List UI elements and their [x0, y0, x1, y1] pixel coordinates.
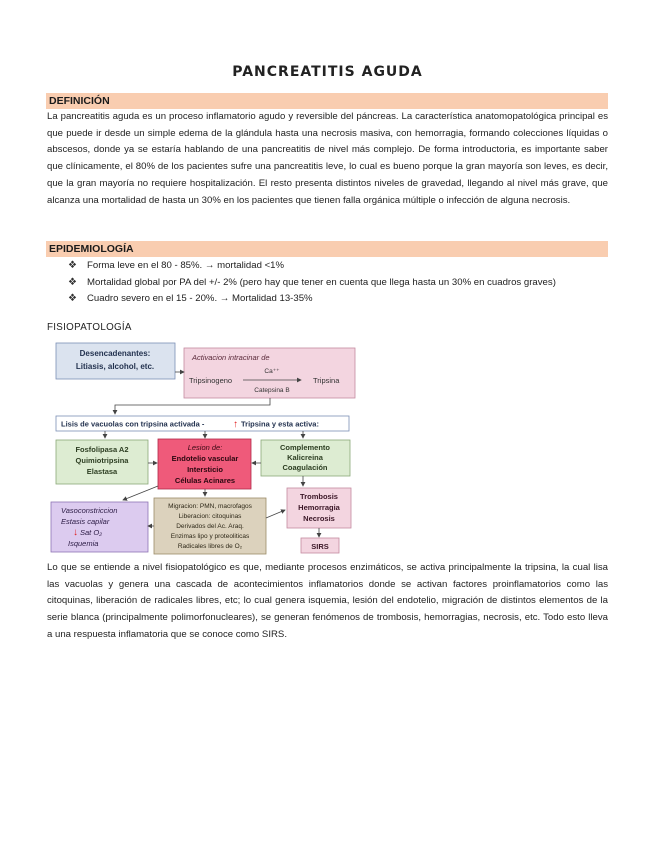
list-item	[68, 291, 613, 308]
vaso-line-1: Vasoconstriccion	[61, 506, 118, 515]
complemento-line: Complemento	[279, 443, 331, 452]
hemorragia-line: Hemorragia	[298, 503, 340, 512]
connector-arrow	[115, 398, 270, 414]
vaso-line-2: Estasis capilar	[61, 517, 110, 526]
elastasa-line: Elastasa	[86, 467, 118, 476]
lisis-text-a: Lisis de vacuolas con tripsina activada -	[61, 419, 205, 429]
epidemiologia-heading: EPIDEMIOLOGÍA	[46, 241, 608, 257]
desencadenantes-causes: Litiasis, alcohol, etc.	[75, 362, 155, 371]
quimiotripsina-line: Quimiotripsina	[75, 456, 129, 465]
necrosis-line: Necrosis	[303, 514, 335, 523]
tripsina-label: Tripsina	[313, 376, 340, 385]
diamond-bullet-icon: ❖	[68, 293, 77, 304]
migracion-line: Migracion: PMN, macrofagos	[168, 503, 252, 510]
lisis-text-b: Tripsina y esta activa:	[241, 419, 319, 429]
list-item-text: Cuadro severo en el 15 - 20%. → Mortalidad 13-35%	[87, 293, 313, 304]
lesion-intersticio: Intersticio	[187, 465, 223, 474]
sirs-label: SIRS	[311, 542, 329, 551]
coagulacion-line: Coagulación	[282, 463, 328, 472]
radicales-line: Radicales libres de O₂	[177, 543, 243, 550]
list-item-text: Forma leve en el 80 - 85%. → mortalidad <1%	[87, 260, 285, 271]
kalicreina-line: Kalicreina	[287, 453, 323, 462]
liberacion-line: Liberacion: citoquinas	[178, 513, 242, 520]
connector-arrow	[266, 510, 285, 518]
vaso-line-3: Sat O₂	[80, 528, 103, 537]
derivados-line: Derivados del Ac. Araq.	[176, 523, 244, 530]
definicion-text: La pancreatitis aguda es un proceso inflamatorio agudo y reversible del páncreas. La característica anatomopatológica principal es que puede ir desde un simple edema de la glándula hasta una necrosis masiva, con hemorragia, formando colecciones líquidas o abscesos, donde ya se estaría hablando de una pancreatitis de nivel más complejo. De forma introductoria, es importante saber que clínicamente, el 80% de los pacientes sufre una pancreatitis leve, lo cual es bueno porque la gran mayoría son leves, es decir, que la gran mayoría no requiere hospitalización. El resto presenta distintos niveles de gravedad, llegando al nivel más grave, que alcanza una mortalidad de hasta un 30% en los pacientes que tienen falla orgánica múltiple o infección de alguna necrosis.	[47, 111, 608, 206]
page-title: PANCREATITIS AGUDA	[232, 64, 423, 80]
fisiopatologia-label: FISIOPATOLOGÍA	[47, 322, 132, 333]
epidemiologia-list	[68, 258, 613, 308]
vaso-line-4: Isquemia	[68, 539, 99, 548]
tripsinogeno-label: Tripsinogeno	[189, 376, 233, 385]
lesion-endotelio: Endotelio vascular	[171, 454, 239, 463]
list-item	[68, 275, 613, 292]
connector-arrow	[123, 486, 158, 500]
up-arrow-icon: ↑	[233, 419, 238, 430]
desencadenantes-title: Desencadenantes:	[79, 349, 151, 358]
fisiopatologia-text: Lo que se entiende a nivel fisiopatológico es que, mediante procesos enzimáticos, se activa principalmente la tripsina, la cual lisa las vacuolas y genera una cascada de acontecimientos inflamatorios donde se activan factores proinflamatorios como las citoquinas, liberación de radicales libres, etc; lo cual genera isquemia, lesión del endotelio, migración de distintos elementos de la serie blanca (principalmente polimorfonucleares), se generan fenómenos de trombosis, hemorragias, necrosis, etc. Todo esto lleva a una respuesta inflamatoria que se conoce como SIRS.	[47, 562, 608, 640]
definicion-heading: DEFINICIÓN	[46, 93, 608, 109]
trombosis-line: Trombosis	[300, 492, 338, 501]
fosfolipasa-line: Fosfolipasa A2	[75, 445, 129, 454]
down-arrow-icon: ↓	[73, 527, 78, 538]
list-item	[68, 258, 613, 275]
calcium-label: Ca⁺⁺	[264, 368, 280, 375]
fisiopatologia-diagram	[45, 338, 360, 556]
enzimas-line: Enzimas lipo y proteoliticas	[170, 533, 250, 540]
activacion-title: Activacion intracinar de	[192, 353, 270, 362]
diamond-bullet-icon: ❖	[68, 276, 77, 288]
diamond-bullet-icon: ❖	[68, 260, 77, 271]
catepsina-label: Catepsina B	[254, 387, 290, 394]
list-item-text: Mortalidad global por PA del +/- 2% (pero hay que tener en cuenta que llega hasta un 30% en cuadros graves)	[87, 276, 556, 288]
lesion-acinares: Células Acinares	[174, 476, 236, 485]
lesion-title: Lesion de:	[187, 443, 223, 452]
